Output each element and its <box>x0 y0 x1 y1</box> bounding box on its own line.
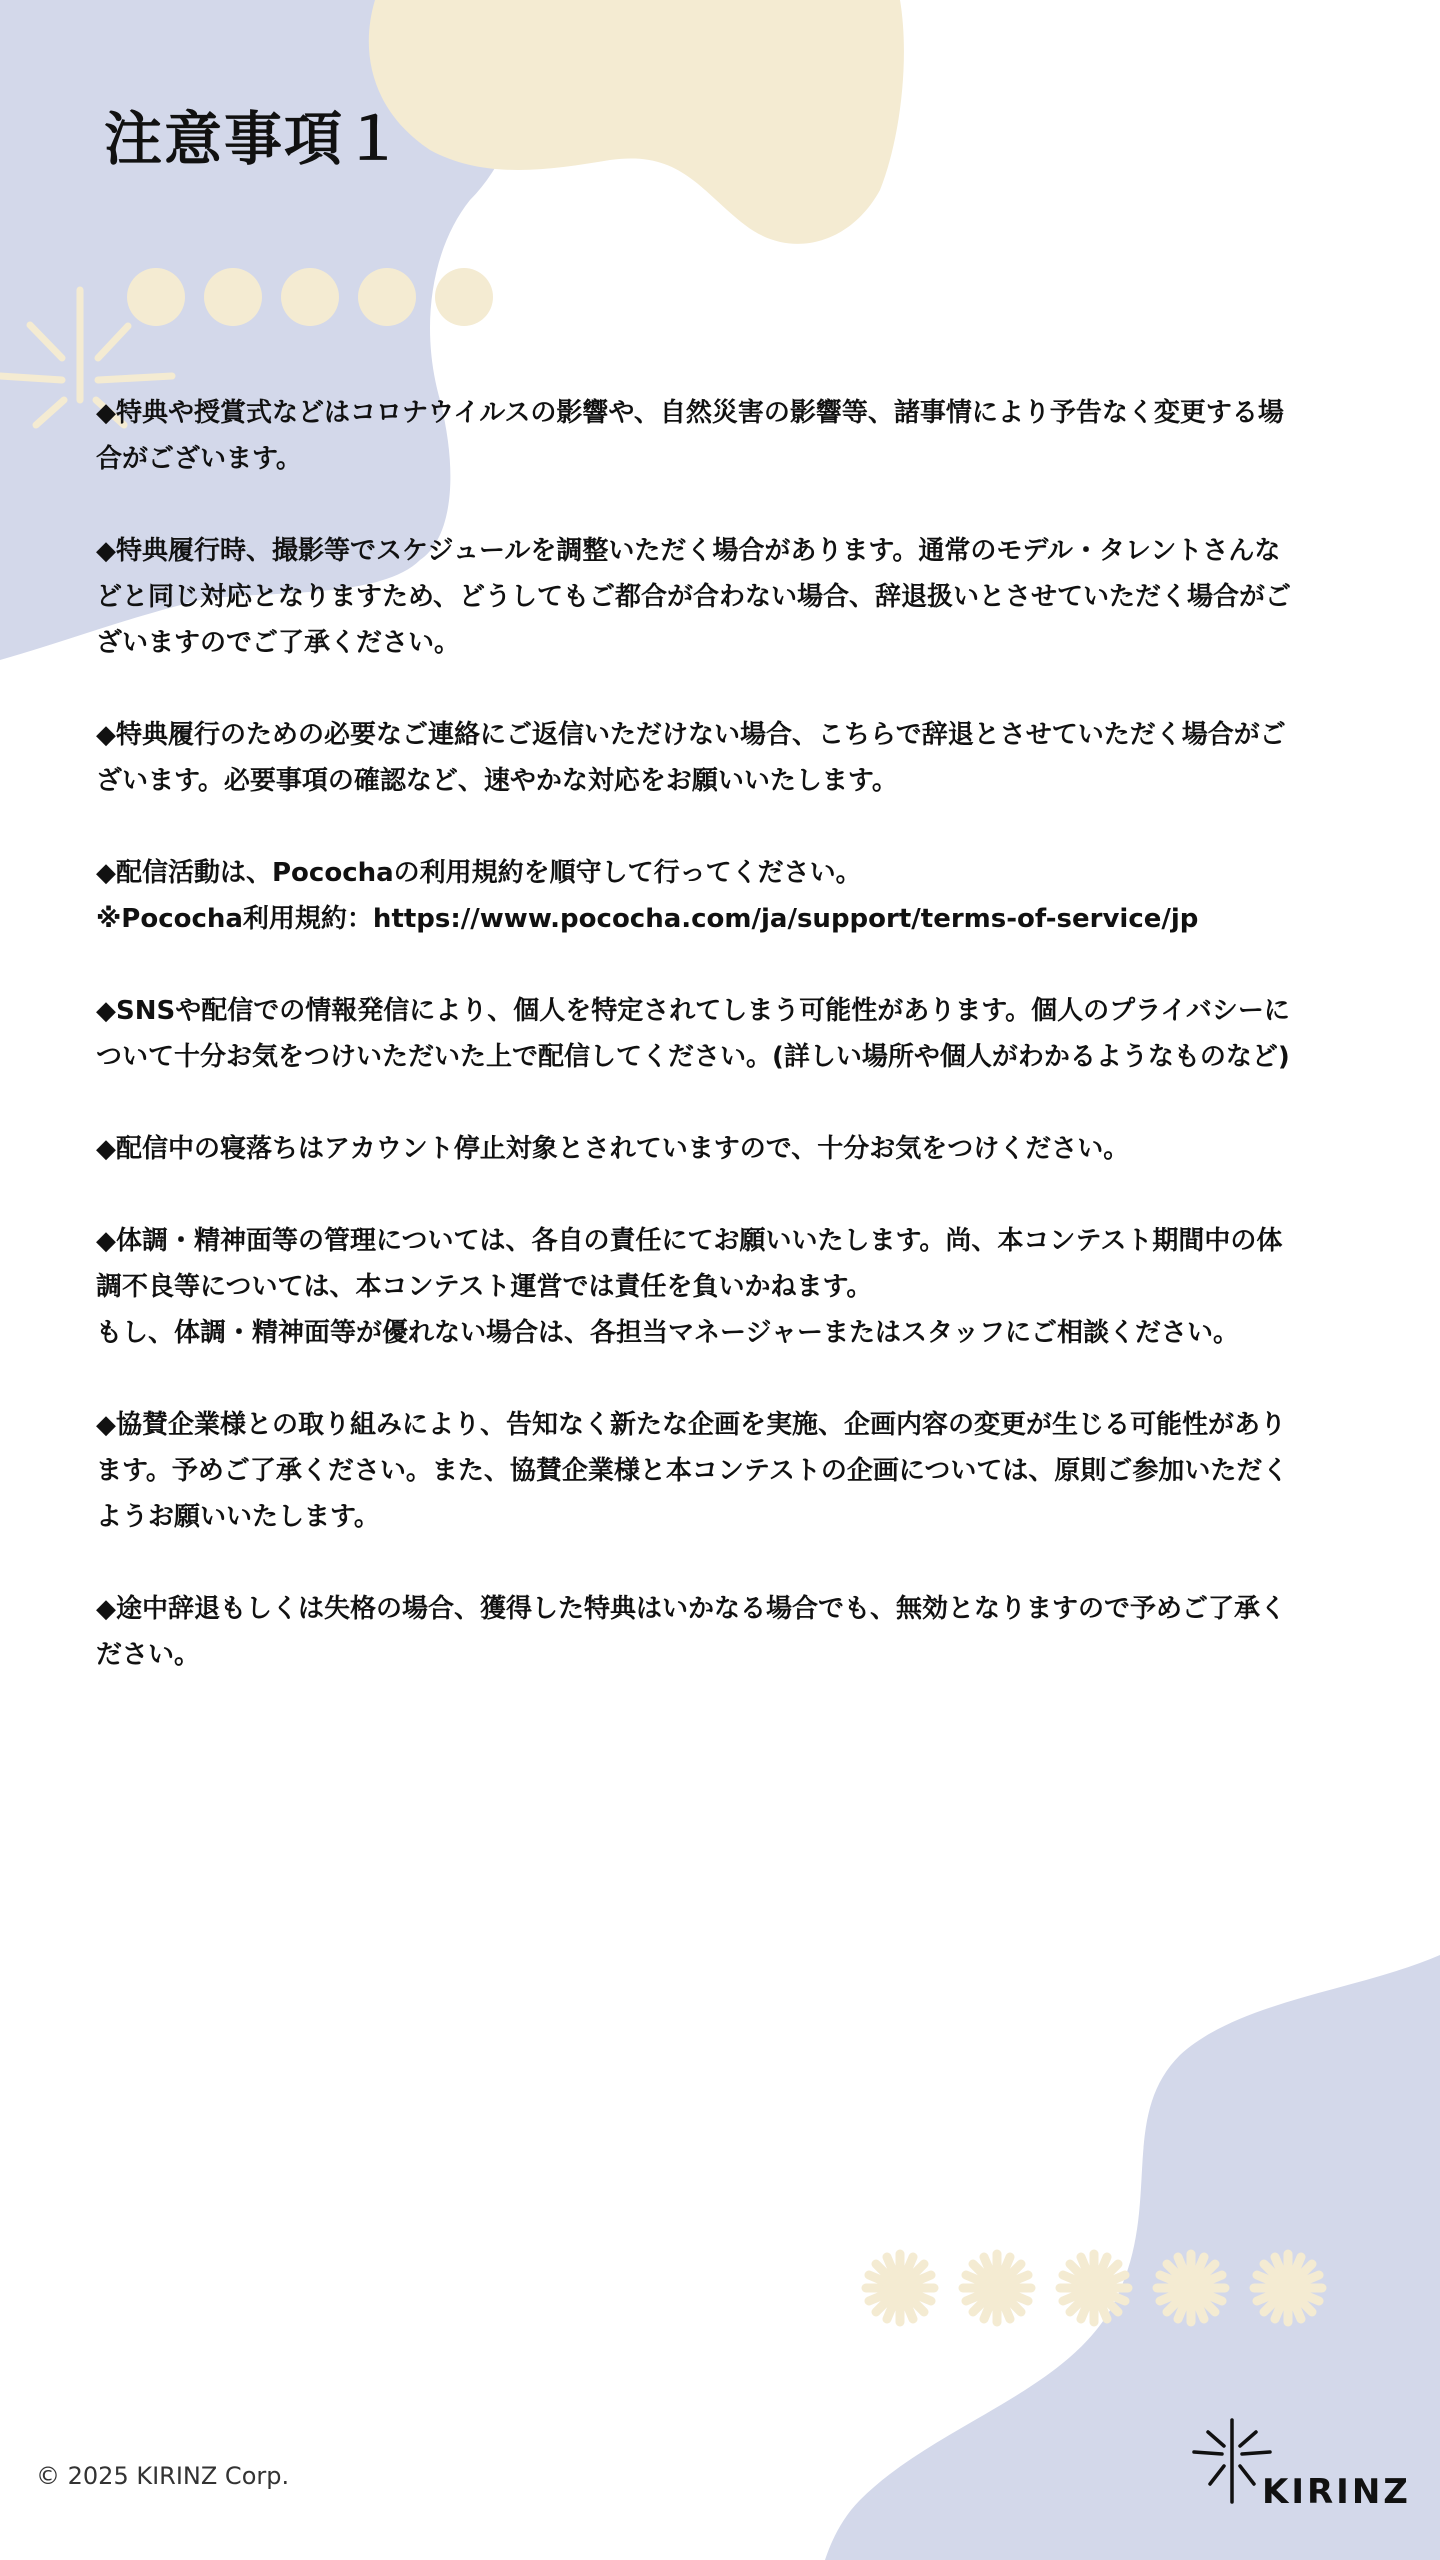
terms-of-service-link[interactable]: ※Pococha利用規約：https://www.pococha.com/ja/support/terms-of-service/jp <box>96 904 1199 934</box>
note-item <box>96 1126 1336 1172</box>
note-line: 調不良等については、本コンテスト運営では責任を負いかねます。 <box>96 1272 873 1302</box>
note-item <box>96 1586 1336 1678</box>
note-item <box>96 1402 1336 1540</box>
note-line: 合がございます。 <box>96 444 302 474</box>
note-line: ださい。 <box>96 1640 201 1670</box>
note-item <box>96 528 1336 666</box>
note-line: ◆特典履行時、撮影等でスケジュールを調整いただく場合があります。通常のモデル・タレントさんな <box>96 536 1281 566</box>
logo-sparkle-icon <box>1192 2416 1272 2506</box>
note-item <box>96 1218 1336 1356</box>
notes-list <box>96 390 1336 1724</box>
cream-dot <box>435 268 493 326</box>
cream-dot <box>127 268 185 326</box>
copyright-text: © 2025 KIRINZ Corp. <box>36 2462 290 2490</box>
note-item <box>96 988 1336 1080</box>
note-item <box>96 850 1336 942</box>
note-item <box>96 390 1336 482</box>
note-item <box>96 712 1336 804</box>
page-title: 注意事項１ <box>104 105 405 173</box>
note-line: ざいますのでご了承ください。 <box>96 628 461 658</box>
note-line: ます。予めご了承ください。また、協賛企業様と本コンテストの企画については、原則ご参加いただく <box>96 1456 1289 1486</box>
note-line: ◆協賛企業様との取り組みにより、告知なく新たな企画を実施、企画内容の変更が生じる可能性があり <box>96 1410 1286 1440</box>
note-line: ◆特典や授賞式などはコロナウイルスの影響や、自然災害の影響等、諸事情により予告なく変更する場 <box>96 398 1284 428</box>
logo-text: KIRINZ <box>1262 2472 1411 2512</box>
sunburst-icon <box>1157 2254 1225 2322</box>
sunburst-icon <box>1254 2254 1322 2322</box>
note-line: ◆体調・精神面等の管理については、各自の責任にてお願いいたします。尚、本コンテスト期間中の体 <box>96 1226 1283 1256</box>
note-line: ざいます。必要事項の確認など、速やかな対応をお願いいたします。 <box>96 766 898 796</box>
note-line: ◆途中辞退もしくは失格の場合、獲得した特典はいかなる場合でも、無効となりますので予めご了承く <box>96 1594 1286 1624</box>
note-line: ◆特典履行のための必要なご連絡にご返信いただけない場合、こちらで辞退とさせていただく場合がご <box>96 720 1286 750</box>
note-line: もし、体調・精神面等が優れない場合は、各担当マネージャーまたはスタッフにご相談ください。 <box>96 1318 1239 1348</box>
cream-dot <box>281 268 339 326</box>
cream-dot <box>358 268 416 326</box>
sunburst-icon <box>866 2254 934 2322</box>
kirinz-logo <box>1192 2416 1412 2516</box>
note-line: ◆SNSや配信での情報発信により、個人を特定されてしまう可能性があります。個人のプライバシーに <box>96 996 1290 1026</box>
sunburst-icon <box>963 2254 1031 2322</box>
note-line: ◆配信中の寝落ちはアカウント停止対象とされていますので、十分お気をつけください。 <box>96 1134 1130 1164</box>
sunburst-icon <box>1060 2254 1128 2322</box>
note-line: どと同じ対応となりますため、どうしてもご都合が合わない場合、辞退扱いとさせていただく場合がご <box>96 582 1291 612</box>
note-line: ようお願いいたします。 <box>96 1502 380 1532</box>
note-line: ついて十分お気をつけいただいた上で配信してください。(詳しい場所や個人がわかるようなものなど) <box>96 1042 1290 1072</box>
cream-dot <box>204 268 262 326</box>
note-line: ◆配信活動は、Pocochaの利用規約を順守して行ってください。 <box>96 858 862 888</box>
